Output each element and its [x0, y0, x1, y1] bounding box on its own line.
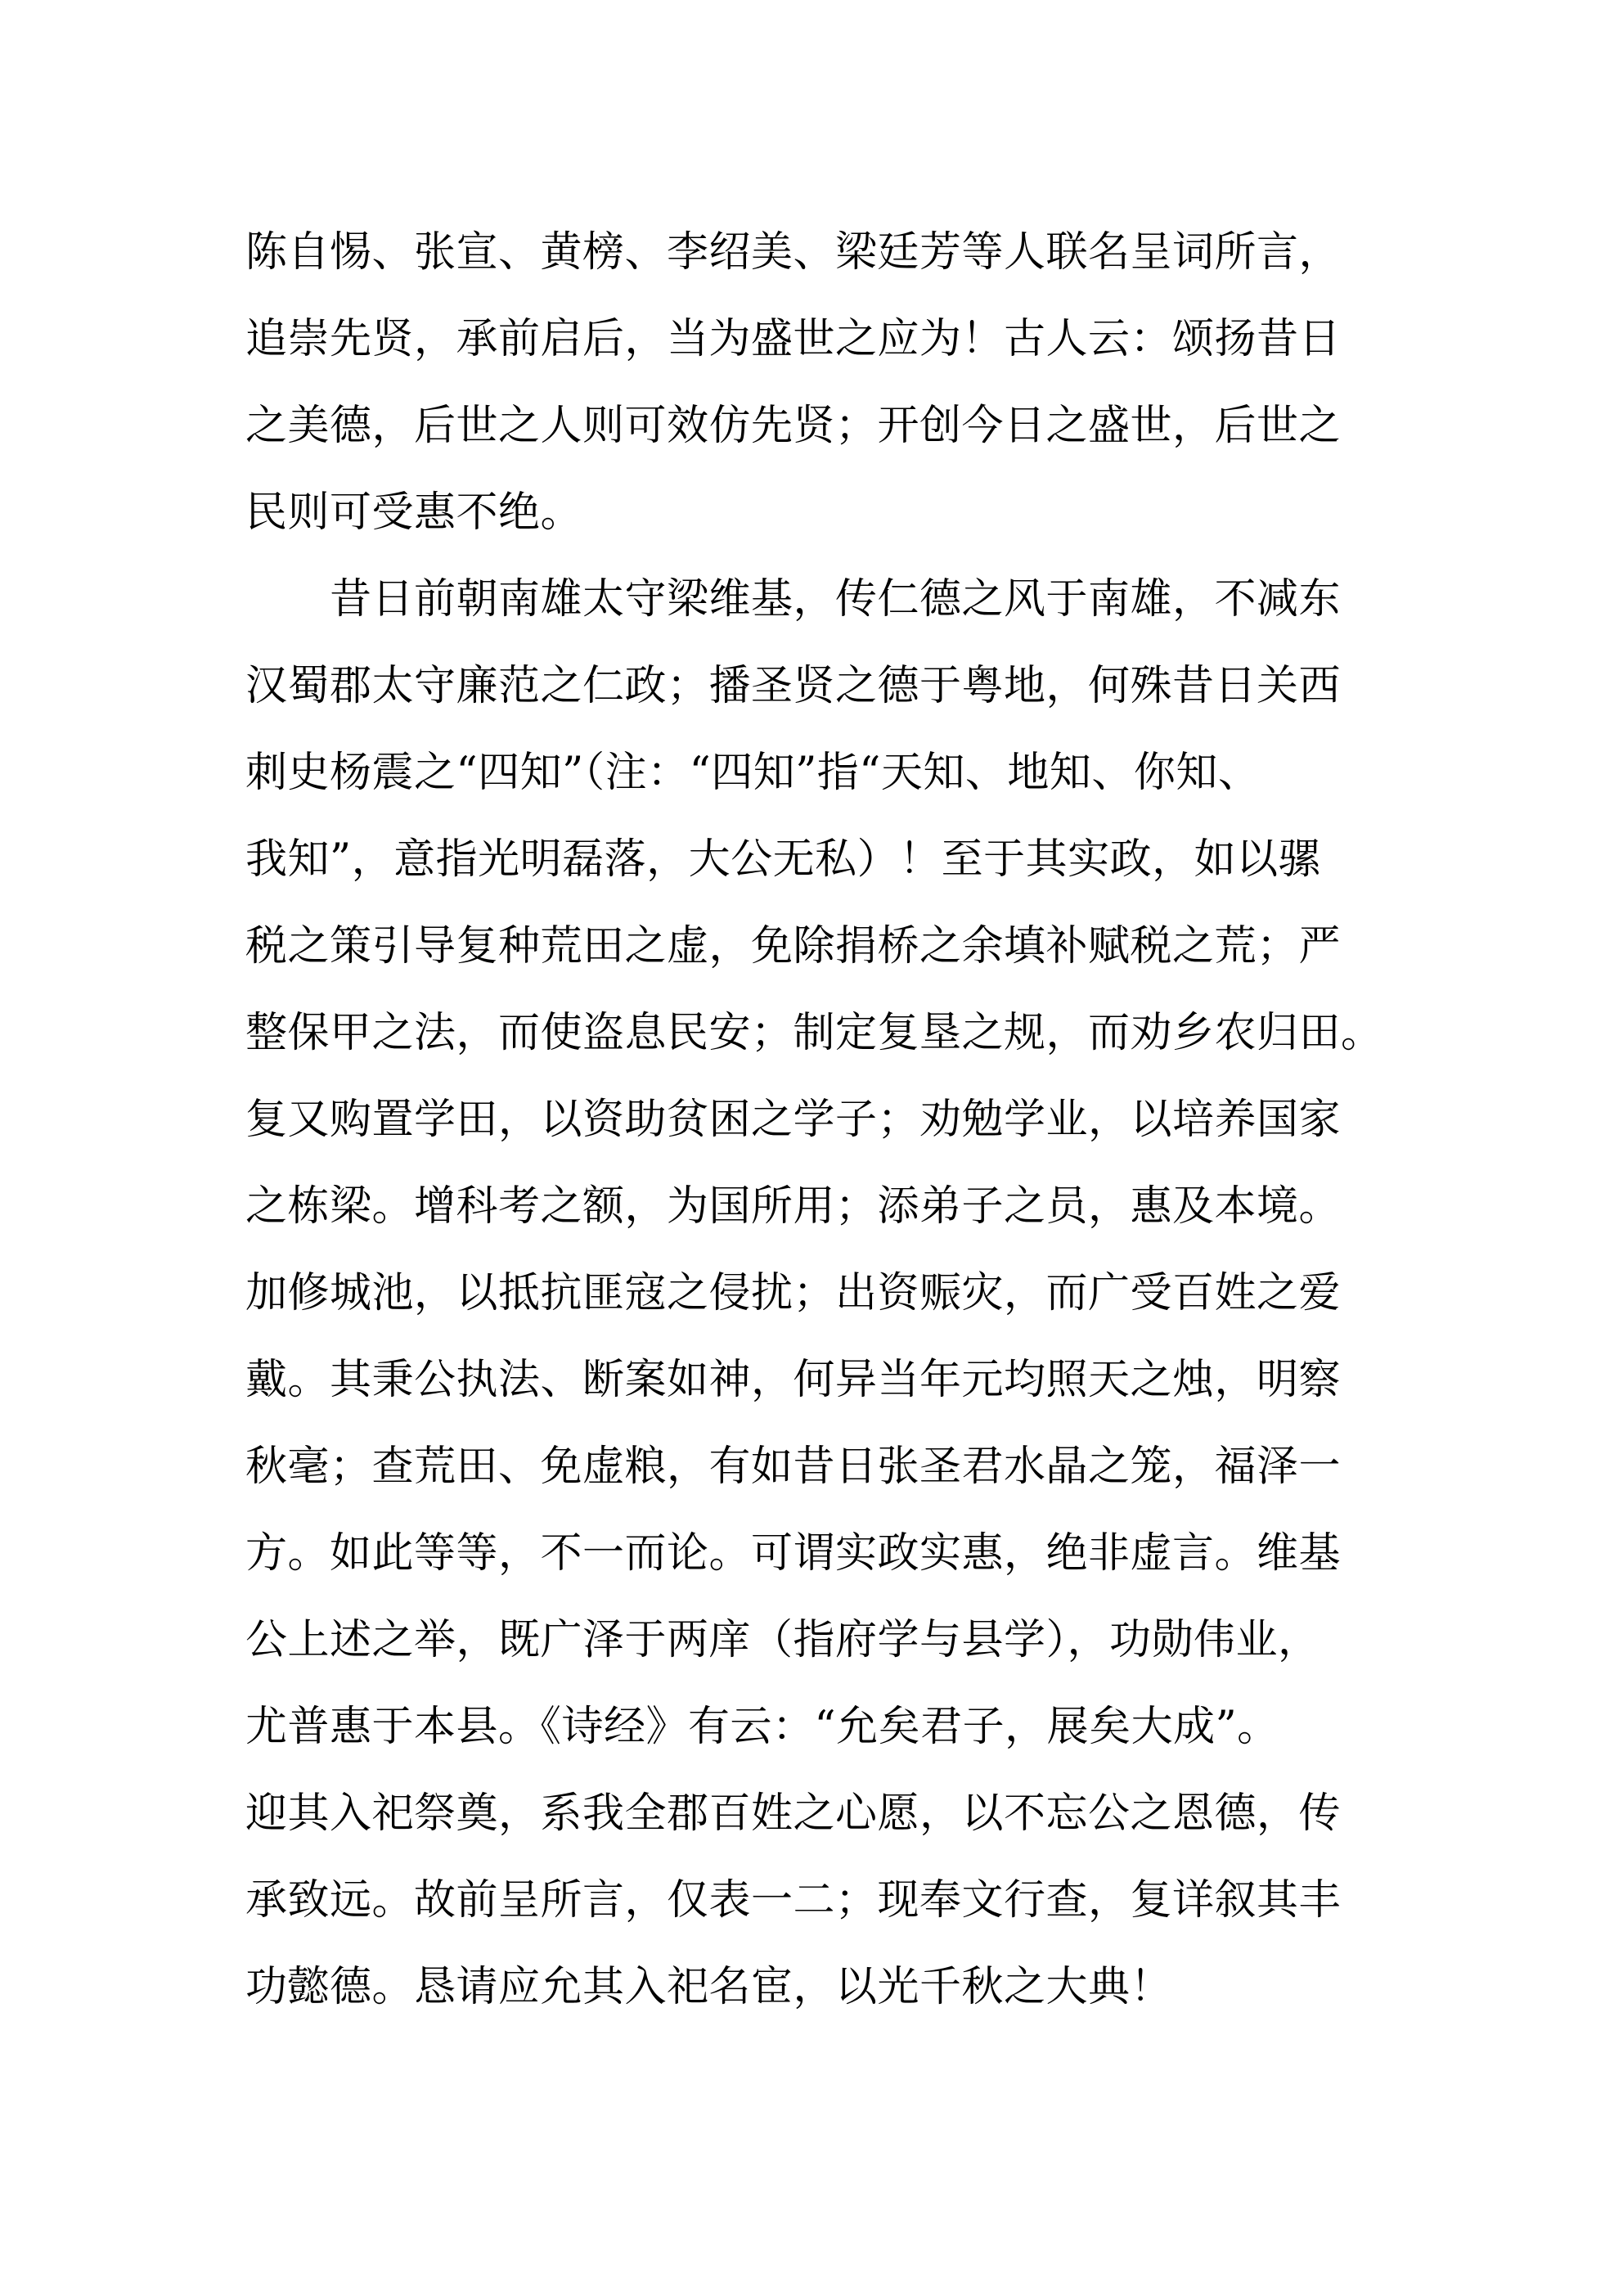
text-line: 汉蜀郡太守廉范之仁政；播圣贤之德于粤地，何殊昔日关西	[245, 662, 1342, 710]
text-line: 之栋梁。增科考之额，为国所用；添弟子之员，惠及本境。	[245, 1182, 1342, 1231]
text-line: 公上述之举，既广泽于两庠（指府学与县学），功勋伟业，	[245, 1616, 1320, 1664]
text-line: 承致远。故前呈所言，仅表一二；现奉文行查，复详叙其丰	[245, 1876, 1342, 1925]
text-line: 之美德，后世之人则可效仿先贤；开创今日之盛世，后世之	[245, 402, 1342, 450]
text-line: 复又购置学田，以资助贫困之学子；劝勉学业，以培养国家	[245, 1096, 1342, 1144]
text-line: 方。如此等等，不一而论。可谓实政实惠，绝非虚言。维基	[245, 1529, 1342, 1578]
text-line: 尤普惠于本县。《诗经》有云：“允矣君子，展矣大成”。	[245, 1703, 1279, 1751]
text-line: 陈自惕、张宣、黄榜、李绍美、梁廷芳等人联名呈词所言，	[245, 228, 1342, 277]
text-line: 戴。其秉公执法、断案如神，何异当年元均照天之烛，明察	[245, 1356, 1342, 1404]
text-line: 税之策引导复种荒田之虚，免除捐桥之余填补赋税之荒；严	[245, 922, 1342, 970]
text-line: 整保甲之法，而使盗息民安；制定复垦之规，而劝乡农归田。	[245, 1009, 1383, 1057]
text-line: 加修城池，以抵抗匪寇之侵扰；出资赈灾，而广受百姓之爱	[245, 1269, 1342, 1317]
body-text	[245, 209, 1391, 2031]
text-line: 刺史杨震之“四知”（注：“四知”指“天知、地知、你知、	[245, 749, 1261, 797]
text-line: 追崇先贤，承前启后，当为盛世之应为！古人云：颂扬昔日	[245, 315, 1342, 363]
text-line: 民则可受惠不绝。	[245, 488, 583, 537]
text-line: 迎其入祀祭奠，系我全郡百姓之心愿，以不忘公之恩德，传	[245, 1790, 1342, 1838]
text-line: 功懿德。恳请应允其入祀名宦，以光千秋之大典！	[245, 1963, 1173, 2011]
text-line: 昔日前朝南雄太守梁维基，传仁德之风于南雄，不减东	[245, 575, 1342, 624]
text-line: 我知”，意指光明磊落，大公无私）！至于其实政，如以骡	[245, 835, 1321, 884]
text-line: 秋毫；查荒田、免虚粮，有如昔日张圣君水晶之笼，福泽一	[245, 1443, 1342, 1491]
